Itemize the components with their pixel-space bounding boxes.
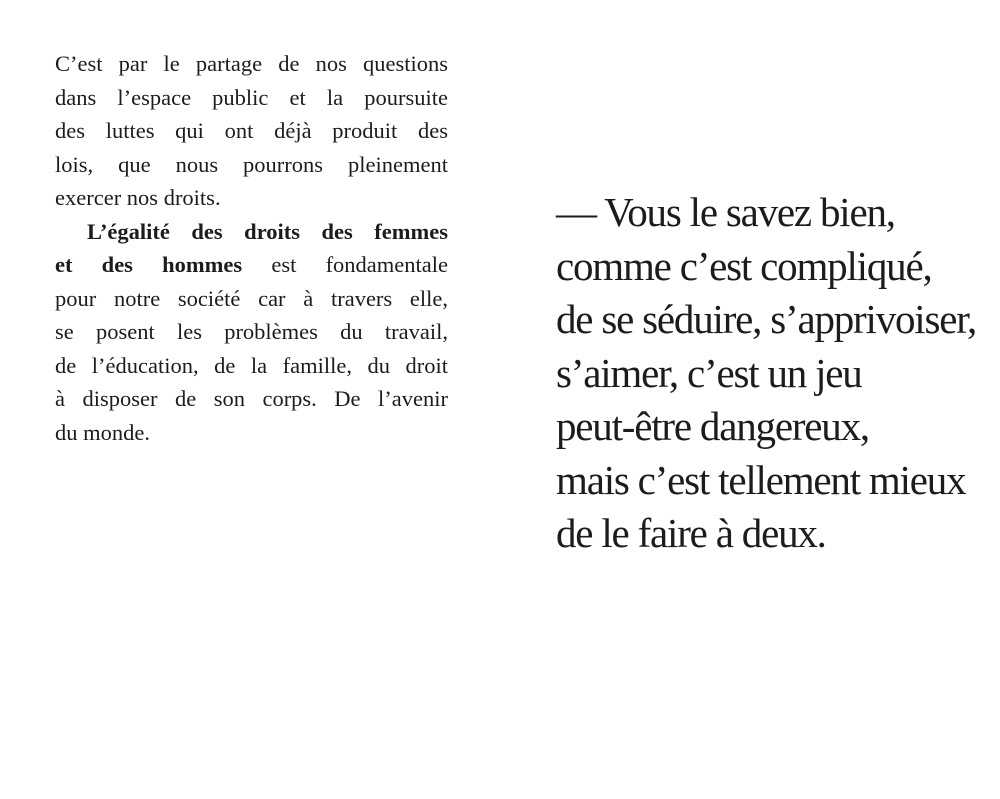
body-text-column (55, 47, 448, 449)
quote-line: de le faire à deux. (556, 510, 826, 556)
pull-quote (556, 186, 976, 561)
quote-line: peut-être dangereux, (556, 403, 869, 449)
quote-line: comme c’est compliqué, (556, 242, 932, 289)
quote-line: — Vous le savez bien, (556, 189, 895, 235)
text-line: des luttes qui ont déjà produit des (55, 118, 448, 143)
text-line (55, 215, 448, 249)
text-line (55, 248, 448, 282)
text-line: exercer nos droits. (55, 185, 221, 210)
text-fragment: est fondamentale (242, 252, 449, 277)
paragraph-rights-struggles (55, 47, 448, 215)
paragraph-gender-equality (55, 215, 448, 450)
text-line: dans l’espace public et la poursuite (55, 84, 448, 110)
text-line: se posent les problèmes du travail, (55, 319, 448, 344)
quote-line: s’aimer, c’est un jeu (556, 349, 862, 396)
bold-emphasis: L’égalité des droits des femmes (87, 218, 448, 244)
text-line: de l’éducation, de la famille, du droit (55, 352, 448, 378)
text-line: à disposer de son corps. De l’avenir (55, 386, 448, 411)
quote-line: mais c’est tellement mieux (556, 456, 966, 503)
text-line: C’est par le partage de nos questions (55, 51, 448, 76)
bold-emphasis: et des hommes (55, 252, 243, 277)
text-line: pour notre société car à travers elle, (55, 285, 448, 311)
text-line: du monde. (55, 419, 150, 445)
text-line: lois, que nous pourrons pleinement (55, 151, 448, 177)
quote-line: de se séduire, s’apprivoiser, (556, 296, 977, 342)
